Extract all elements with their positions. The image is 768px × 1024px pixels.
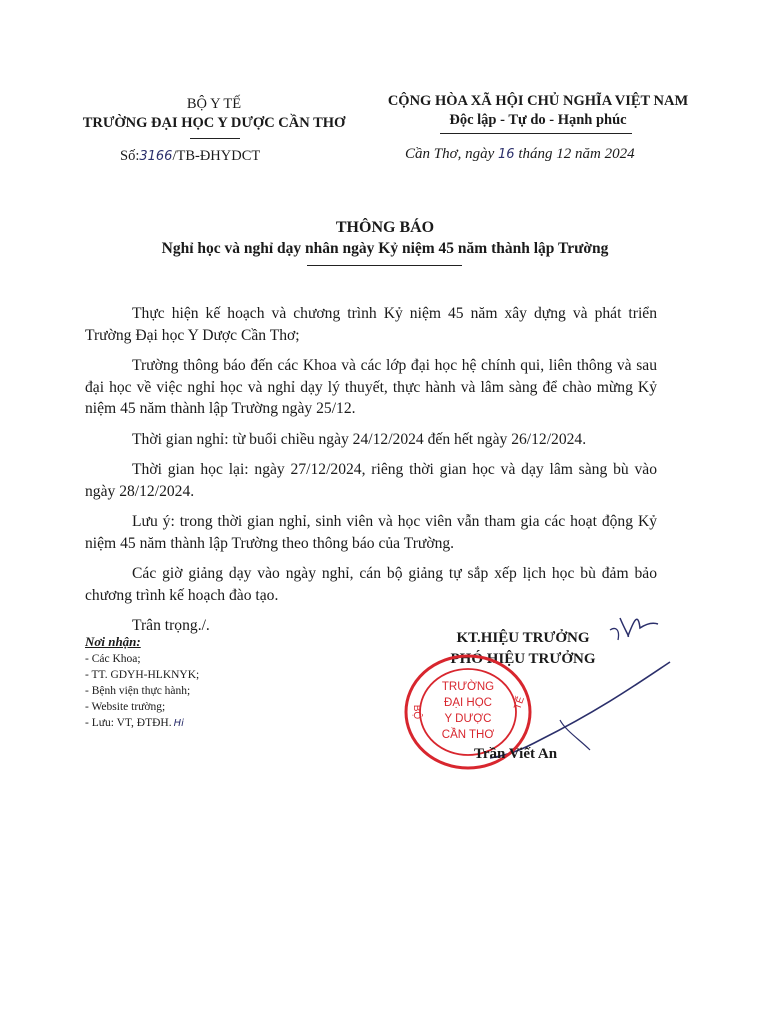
recipients-title: Nơi nhận: (85, 634, 141, 649)
nation-name: CỘNG HÒA XÃ HỘI CHỦ NGHĨA VIỆT NAM (387, 93, 689, 109)
motto-underline (440, 133, 632, 134)
document-subject: Nghỉ học và nghỉ dạy nhân ngày Kỷ niệm 45 năm thành lập Trường (161, 240, 609, 257)
header-left-underline (190, 138, 240, 139)
body-paragraph-3: Thời gian nghỉ: từ buổi chiều ngày 24/12/2024 đến hết ngày 26/12/2024. (132, 430, 587, 448)
document-number (120, 148, 260, 165)
stamp-left-text: BỘ (411, 704, 422, 720)
stamp-right-text: TẾ (512, 695, 528, 712)
body-paragraph-2: Trường thông báo đến các Khoa và các lớp đại học hệ chính qui, liên thông và sau đại học về việc nghỉ học và nghỉ dạy lý thuyết, thực hành và lâm sàng để chào mừng Kỷ niệm 45 năm thành lập Trường ngày 25/12. (85, 357, 657, 417)
body-paragraph-5: Lưu ý: trong thời gian nghỉ, sinh viên và học viên vẫn tham gia các hoạt động Kỷ niệm 45 năm thành lập Trường theo thông báo của Trường. (85, 513, 657, 552)
document-title: THÔNG BÁO (335, 219, 435, 236)
date-prefix: Cần Thơ, ngày (405, 146, 495, 162)
body-content (85, 303, 657, 646)
signature-title-1: KT.HIỆU TRƯỞNG (456, 630, 590, 646)
recipient-item-archive: - Lưu: VT, ĐTĐH. (85, 717, 172, 729)
national-motto: Độc lập - Tự do - Hạnh phúc (449, 112, 627, 128)
stamp-line-2: ĐẠI HỌC (444, 697, 492, 709)
ministry-name: BỘ Y TẾ (186, 96, 242, 112)
recipients-block (85, 634, 305, 732)
document-date (405, 146, 635, 163)
body-paragraph-4: Thời gian học lại: ngày 27/12/2024, riêng thời gian học và dạy lâm sàng bù vào ngày 28/12/2024. (85, 461, 657, 500)
document-number-prefix: Số: (120, 148, 140, 164)
title-underline (307, 265, 462, 266)
date-day-handwritten: 16 (498, 147, 515, 162)
document-number-suffix: /TB-ĐHYDCT (172, 148, 261, 164)
school-name: TRƯỜNG ĐẠI HỌC Y DƯỢC CẦN THƠ (82, 115, 346, 131)
body-paragraph-6: Các giờ giảng dạy vào ngày nghỉ, cán bộ giảng tự sắp xếp lịch học bù đảm bảo chương trình kế hoạch đào tạo. (85, 565, 657, 604)
recipient-item (85, 715, 305, 732)
stamp-line-1: TRƯỜNG (441, 681, 495, 693)
recipient-item: - Website trường; (85, 701, 166, 713)
stamp-line-3: Y DƯỢC (444, 713, 492, 725)
recipient-item: - Các Khoa; (85, 653, 141, 665)
stamp-line-4: CẦN THƠ (441, 729, 495, 741)
recipient-initials-handwritten: Hi (173, 718, 184, 729)
header-left (55, 95, 373, 133)
date-suffix: tháng 12 năm 2024 (514, 146, 635, 162)
document-number-handwritten: 3166 (139, 149, 173, 164)
body-paragraph-1: Thực hiện kế hoạch và chương trình Kỷ niệm 45 năm xây dựng và phát triển Trường Đại học Y Dược Cần Thơ; (85, 305, 657, 344)
signer-name: Trần Viết An (474, 746, 558, 762)
header-right (368, 92, 708, 130)
body-closing: Trân trọng./. (132, 617, 210, 634)
recipient-item: - Bệnh viện thực hành; (85, 685, 191, 697)
recipient-item: - TT. GDYH-HLKNYK; (85, 669, 200, 681)
signature-title-2: PHÓ HIỆU TRƯỞNG (450, 651, 596, 667)
